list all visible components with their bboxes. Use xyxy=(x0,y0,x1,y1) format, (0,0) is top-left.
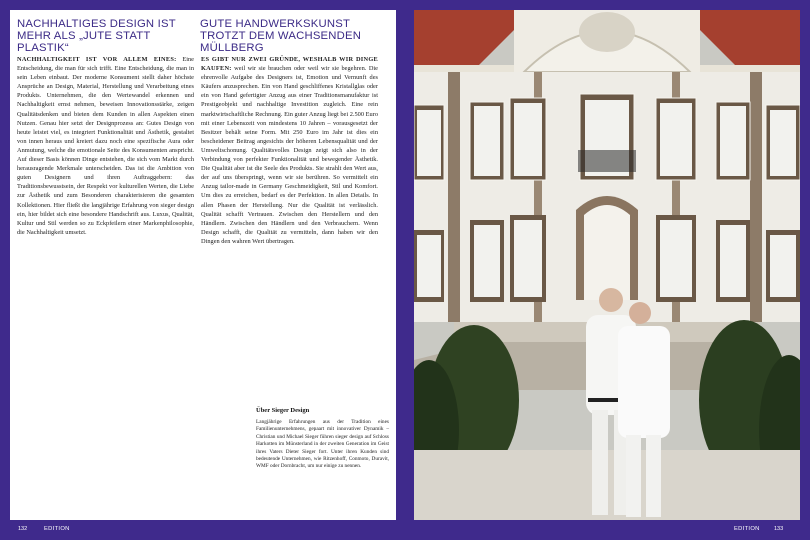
sidebar-title: Über Sieger Design xyxy=(256,407,310,414)
column-1-body: Eine Entscheidung, die man für sich trifft. Eine Entscheidung, die man in sein Leben einbaut. Der moderne Konsument stellt daher höchste Ansprüche an Design, Material, Herstellung und Verarbeitung eines Produkts. Unternehmen, die den Wertewandel erkennen und Nachhaltigkeit ernst nehmen, beweisen Innovationsstärke, zeigen Qualitätsdenken und bieten dem Kunden in allen Aspekten einen Nutzen. Genau hier setzt der Designprozess an: Gutes Design von heute leistet viel, es integriert Funktionalität und Ästhetik, gestaltet von innen heraus und kreiert dazu noch eine spezifische Aura oder Anmutung, welche die emotionale Seite des Konsumenten anspricht. Auf dieser Basis können Dinge entstehen, die sich vom Markt durch herausragende Merkmale unterscheiden. Das ist die Ambition von guten Designern und ihren Auftraggebern: das Traditionsbewusstsein, der Respekt vor kulturellen Werten, die Liebe zur Ästhetik und zum Besonderen charakterisieren die gesamten Kollektionen. Hier fließt die langjährige Erfahrung von sieger design ein, hier bildet sich eine besondere Handschrift aus. Luxus, Qualität, Kultur und Stil werden so zu Eckpfeilern einer Markenphilosophie, die Nachhaltigkeit umsetzt. xyxy=(17,56,194,236)
column-1-lead: NACHHALTIGKEIT IST VOR ALLEM EINES: xyxy=(17,56,177,63)
column-2-lead: ES GIBT NUR ZWEI GRÜNDE, WESHALB WIR DINGE KAUFEN: xyxy=(201,56,378,73)
page-number-left: 132 xyxy=(18,526,28,532)
column-2-body: weil wir sie brauchen oder weil wir sie begehren. Die ehrenvolle Aufgabe des Designers ist, Emotion und Vernunft des Käufers anzusprechen. Ein von Hand geschliffenes Kristallglas oder ein von Hand gefertigter Anzug aus einer Traditionsmanufaktur ist Prestigeobjekt und nachhaltige Investition zugleich. Eine rein marktwirtschaftliche Rechnung. Ein guter Anzug liegt bei 2.500 Euro mit einer Lebenszeit von mindestens 10 Jahren – vorausgesetzt der Besitzer behält seine Form. Mit 250 Euro im Jahr ist dies ein bescheidener Beitrag angesichts der höheren Lebensqualität und der Umweltschonung. Qualitätsvolles Design zeigt sich also in der Verbindung von perfekter Funktionalität und bewegender Ästhetik. Die Qualität aber ist die Seele des Produkts. Sie strahlt den Wert aus, der auf uns überspringt, wenn wir sie berühren. So vermittelt ein Anzug tailor-made in Germany Geschmeidigkeit, Stil und Komfort. Um dies zu erreichen, bedarf es der Perfektion. In allen Details. In allen Phasen der Herstellung. Nur die Qualität ist verlässlich. Qualität schafft Vertrauen. Zwischen den Herstellern und den Händlern. Zwischen den Händlern und den Verbrauchern. Wenn Design schafft, die Qualität zu vermitteln, dann haben wir den Dingen den wahren Wert übertragen. xyxy=(201,65,378,245)
text-column-2 xyxy=(201,55,378,246)
footer-label-left: EDITION xyxy=(44,526,70,532)
page-number-right: 133 xyxy=(774,526,784,532)
footer-label-right: EDITION xyxy=(734,526,760,532)
article-heading-right: GUTE HANDWERKSKUNST TROTZT DEM WACHSENDEN MÜLLBERG xyxy=(200,18,362,54)
castle-photo xyxy=(414,10,800,520)
sidebar-text: Langjährige Erfahrungen aus der Tradition eines Familienunternehmens, gepaart mit innovativer Dynamik – Christian und Michael Sieger führen sieger design auf Schloss Harkotten im Münsterland in der zweiten Generation im Geist ihres Vaters Dieter Sieger fort. Unter ihren Kunden sind bedeutende Unternehmen, wie Ritzenhoff, Conmoto, Duravit, WMF oder Dornbracht, um nur einige zu nennen. xyxy=(256,419,389,470)
text-column-1 xyxy=(17,55,194,237)
article-heading-left: NACHHALTIGES DESIGN IST MEHR ALS „JUTE STATT PLASTIK“ xyxy=(17,18,176,54)
